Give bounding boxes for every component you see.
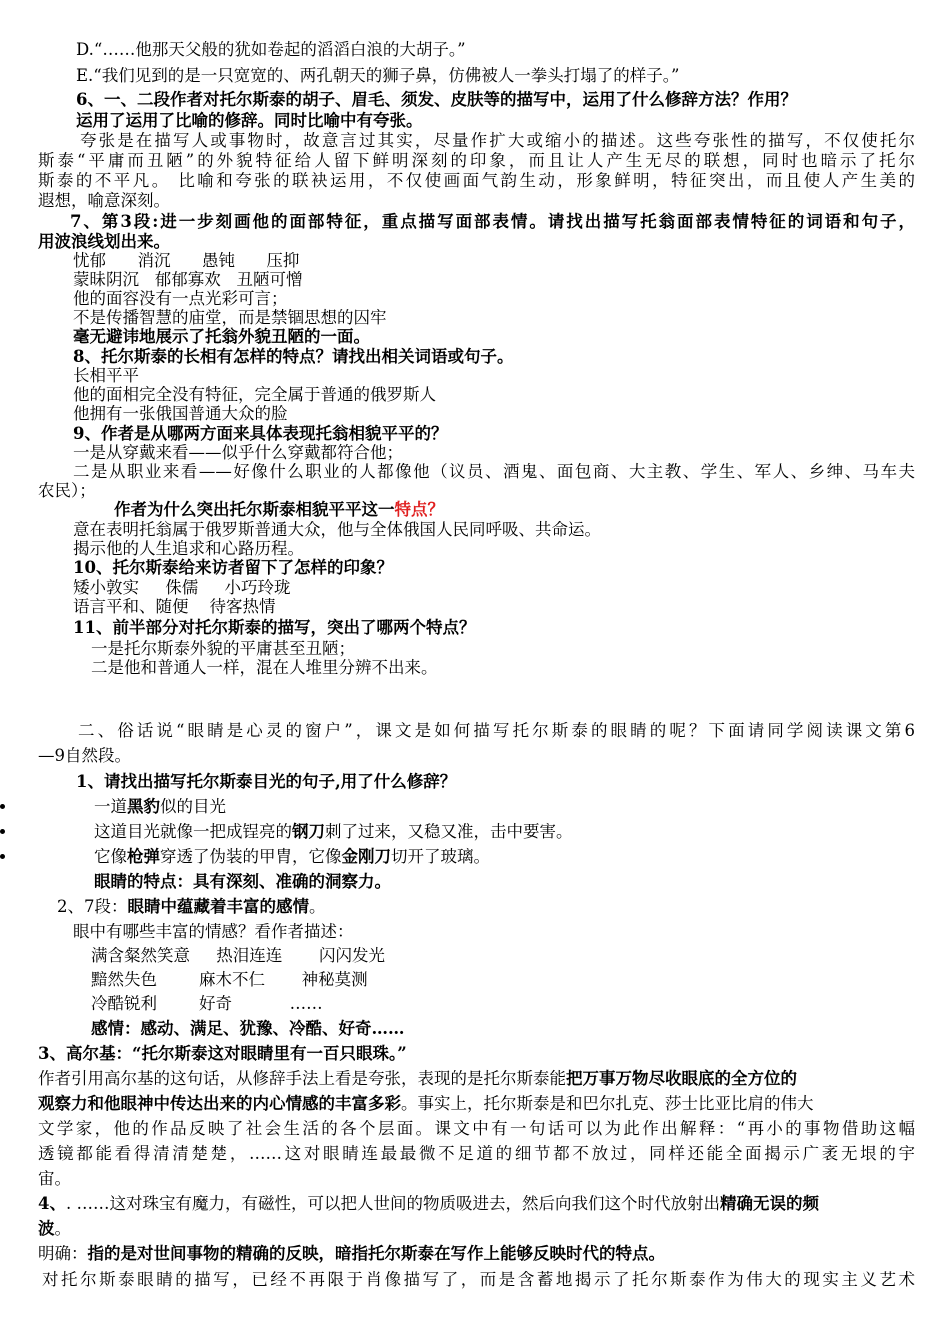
gaze-sentence-3 — [94, 847, 490, 867]
clarification — [38, 1244, 665, 1264]
section-2-intro-line1: 二、俗话说“眼睛是心灵的窗户”，课文是如何描写托尔斯泰的眼睛的呢？下面请同学阅读课文第6 — [78, 721, 915, 740]
answer-9-occupation: 二是从职业来看——好像什么职业的人都像他（议员、酒鬼、面包商、大主教、学生、军人、乡绅、马车夫 — [73, 462, 915, 481]
section-2-point-2-b: 眼睛中蕴藏着丰富的感情 — [127, 897, 309, 916]
question-11: 11、前半部分对托尔斯泰的描写，突出了哪两个特点？ — [73, 618, 476, 637]
answer-11-point2: 二是他和普通人一样，混在人堆里分辨不出来。 — [91, 658, 438, 677]
facial-words-row2: 蒙昧阴沉 郁郁寡欢 丑陋可憎 — [73, 270, 303, 289]
clarification-text: 指的是对世间事物的精确的反映，暗指托尔斯泰在写作上能够反映时代的特点。 — [87, 1244, 665, 1263]
question-10: 10、托尔斯泰给来访者留下了怎样的印象？ — [73, 558, 393, 577]
gaze-sentence-2-c: 刺了过来，又稳又准，击中要害。 — [325, 822, 573, 841]
gaze-sentence-1-a: 一道 — [94, 797, 127, 816]
paragraph-hyperbole-line1: 夸张是在描写人或事物时，故意言过其实，尽量作扩大或缩小的描述。这些夸张性的描写，不仅使托尔 — [80, 131, 915, 150]
answer-9-occupation-end: 农民）； — [38, 481, 96, 500]
gaze-sentence-2-a: 这道目光就像一把成锃亮的 — [94, 822, 292, 841]
answer-10-row2: 语言平和、随便 待客热情 — [73, 597, 276, 616]
bullet-1 — [0, 804, 5, 809]
question-8: 8、托尔斯泰的长相有怎样的特点？请找出相关词语或句子。 — [73, 347, 514, 366]
answer-9-clothing: 一是从穿戴来看——似乎什么穿戴都符合他； — [73, 443, 403, 462]
emotion-words-row3: 冷酷锐利 好奇 …… — [91, 994, 323, 1013]
question-7-line1: 7、第3段:进一步刻画他的面部特征，重点描写面部表情。请找出描写托翁面部表情特征的词语和句子， — [70, 212, 915, 231]
answer-8-sentence-1: 他的面相完全没有特征，完全属于普通的俄罗斯人 — [73, 385, 436, 404]
paragraph-hyperbole-line4: 遐想，喻意深刻。 — [38, 191, 170, 210]
section-2-point-2 — [57, 897, 326, 917]
answer-8-sentence-2: 他拥有一张俄国普通大众的脸 — [73, 404, 288, 423]
facial-sentence-2: 不是传播智慧的庙堂，而是禁锢思想的囚牢 — [73, 308, 387, 327]
emotion-summary: 感情：感动、满足、犹豫、冷酷、好奇…… — [91, 1019, 405, 1038]
facial-summary: 毫无避讳地展示了托翁外貌丑陋的一面。 — [73, 327, 370, 346]
gaze-sentence-3-e: 切开了玻璃。 — [391, 847, 490, 866]
section-2-point-2-c: 。 — [309, 897, 326, 916]
gorky-analysis-line5: 宙。 — [38, 1169, 71, 1188]
sub-question-9-text: 作者为什么突出托尔斯泰相貌平平这一 — [114, 500, 395, 519]
facial-words-row1: 忧郁 消沉 愚钝 压抑 — [73, 251, 300, 270]
section-2-point-4-num: 4、 — [38, 1194, 66, 1213]
answer-10-row1: 矮小敦实 侏儒 小巧玲珑 — [73, 578, 291, 597]
sub-question-9 — [114, 500, 444, 520]
section-2-point-4-bold: 精确无误的频 — [719, 1194, 819, 1213]
gaze-sentence-3-a: 它像 — [94, 847, 127, 866]
emotion-words-row2: 黯然失色 麻木不仁 神秘莫测 — [91, 970, 368, 989]
paragraph-hyperbole-line3: 斯泰的不平凡。 比喻和夸张的联袂运用，不仅使画面气韵生动，形象鲜明，特征突出，而且使人产生美的 — [38, 171, 915, 190]
answer-8-word: 长相平平 — [73, 366, 139, 385]
section-2-point-4-line2 — [38, 1219, 71, 1239]
emotion-question: 眼中有哪些丰富的情感？看作者描述： — [73, 922, 354, 941]
gaze-sentence-1 — [94, 797, 226, 817]
bullet-3 — [0, 854, 5, 859]
gaze-sentence-1-b: 黑豹 — [127, 797, 160, 816]
question-9: 9、作者是从哪两方面来具体表现托翁相貌平平的？ — [73, 424, 448, 443]
option-d: D.“……他那天父般的犹如卷起的滔滔白浪的大胡子。” — [76, 40, 466, 59]
sub-answer-9-line2: 揭示他的人生追求和心路历程。 — [73, 539, 304, 558]
section-2-question-1: 1、请找出描写托尔斯泰目光的句子,用了什么修辞？ — [76, 772, 457, 791]
emotion-words-row1: 满含粲然笑意 热泪连连 闪闪发光 — [91, 946, 385, 965]
gaze-sentence-3-b: 枪弹 — [127, 847, 160, 866]
closing-paragraph: 对托尔斯泰眼睛的描写，已经不再限于肖像描写了，而是含蓄地揭示了托尔斯泰作为伟大的现实主义艺术 — [42, 1270, 915, 1289]
sub-question-9-highlight: 特点？ — [394, 500, 444, 519]
gaze-sentence-3-d: 金刚刀 — [341, 847, 391, 866]
question-7-line2: 用波浪线划出来。 — [38, 232, 170, 251]
section-2-point-3: 3、高尔基：“托尔斯泰这对眼睛里有一百只眼珠。” — [38, 1044, 407, 1063]
gorky-analysis-line1-a: 作者引用高尔基的这句话，从修辞手法上看是夸张，表现的是托尔斯泰能 — [38, 1069, 566, 1088]
paragraph-hyperbole-line2: 斯泰“平庸而丑陋”的外貌特征给人留下鲜明深刻的印象，而且让人产生无尽的联想，同时也暗示了托尔 — [38, 151, 915, 170]
gaze-sentence-2 — [94, 822, 573, 842]
gorky-analysis-line3: 文学家，他的作品反映了社会生活的各个层面。课文中有一句话可以为此作出解释：“再小的事物借助这幅 — [38, 1119, 915, 1138]
eye-feature: 眼睛的特点：具有深刻、准确的洞察力。 — [94, 872, 391, 891]
section-2-point-4-end: 。 — [54, 1219, 71, 1238]
section-2-point-4-end-bold: 波 — [38, 1219, 55, 1238]
section-2-point-2-a: 2、7段： — [57, 897, 128, 916]
gaze-sentence-2-b: 钢刀 — [292, 822, 325, 841]
gorky-analysis-line1 — [38, 1069, 797, 1089]
section-2-point-4-line1 — [38, 1194, 819, 1214]
gorky-analysis-line2-b: 。事实上，托尔斯泰是和巴尔扎克、莎士比亚比肩的伟大 — [401, 1094, 814, 1113]
question-6: 6、一、二段作者对托尔斯泰的胡子、眉毛、须发、皮肤等的描写中，运用了什么修辞方法？作用？ — [76, 90, 797, 109]
answer-6: 运用了运用了比喻的修辞。同时比喻中有夸张。 — [76, 111, 423, 130]
gorky-analysis-line2 — [38, 1094, 814, 1114]
bullet-2 — [0, 829, 5, 834]
section-2-intro-line2: —9自然段。 — [38, 746, 131, 765]
answer-11-point1: 一是托尔斯泰外貌的平庸甚至丑陋； — [91, 639, 355, 658]
section-2-point-4-text: . ……这对珠宝有魔力，有磁性，可以把人世间的物质吸进去，然后向我们这个时代放射出 — [65, 1194, 720, 1213]
option-e: E.“我们见到的是一只宽宽的、两孔朝天的狮子鼻，仿佛被人一拳头打塌了的样子。” — [76, 66, 680, 85]
clarification-label: 明确： — [38, 1244, 88, 1263]
gorky-analysis-line2-a: 观察力和他眼神中传达出来的内心情感的丰富多彩 — [38, 1094, 401, 1113]
facial-sentence-1: 他的面容没有一点光彩可言； — [73, 289, 288, 308]
gorky-analysis-line4: 透镜都能看得清清楚楚，……这对眼睛连最最微不足道的细节都不放过，同样还能全面揭示广袤无垠的宇 — [38, 1144, 915, 1163]
gaze-sentence-1-c: 似的目光 — [160, 797, 226, 816]
gorky-analysis-line1-b: 把万事万物尽收眼底的全方位的 — [566, 1069, 797, 1088]
gaze-sentence-3-c: 穿透了伪装的甲胄，它像 — [160, 847, 342, 866]
sub-answer-9-line1: 意在表明托翁属于俄罗斯普通大众，他与全体俄国人民同呼吸、共命运。 — [73, 520, 601, 539]
